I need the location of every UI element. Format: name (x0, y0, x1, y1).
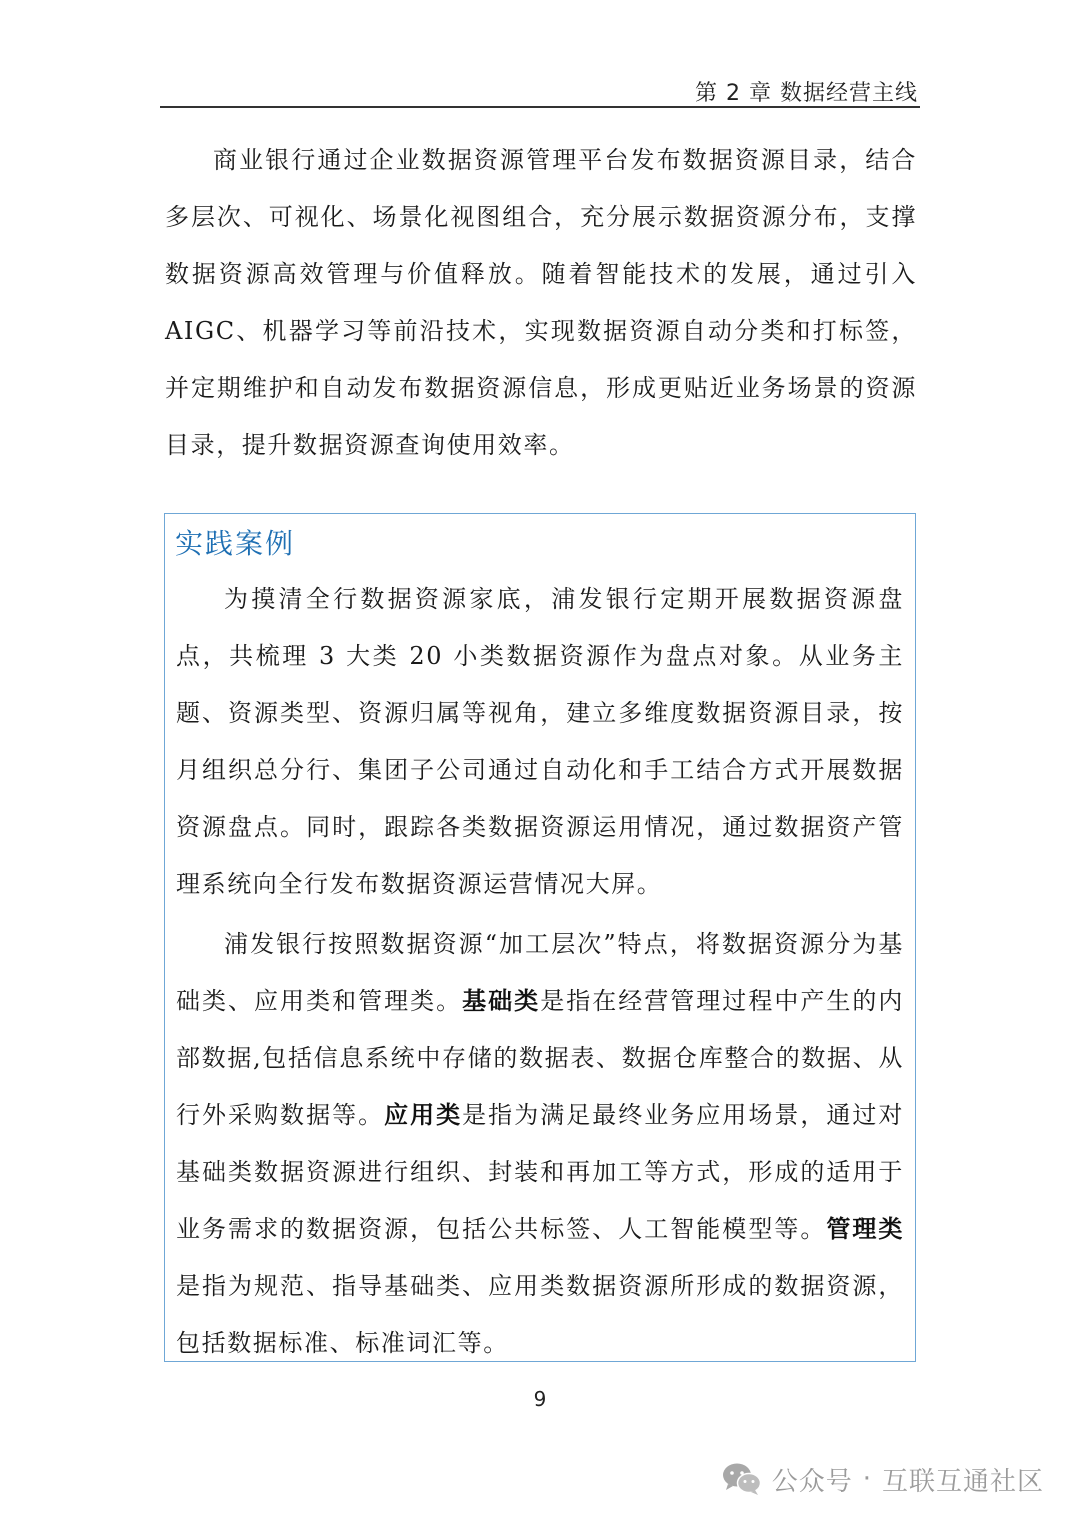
term-application-desc: 是指为满足最终业务应用场景，通过对基础类数据资源进行组织、封装和再加工等方式，形成的适用于业务需求的数据资源，包括公共标签、人工智能模型等。 (176, 1101, 904, 1243)
chapter-title: 第 2 章 数据经营主线 (695, 81, 918, 106)
practice-case-box (164, 513, 916, 1362)
page-number: 9 (533, 1387, 547, 1411)
case-box-title: 实践案例 (175, 527, 296, 560)
main-paragraph: 商业银行通过企业数据资源管理平台发布数据资源目录，结合多层次、可视化、场景化视图组合，充分展示数据资源分布，支撑数据资源高效管理与价值释放。随着智能技术的发展，通过引入 AIGC、机器学习等前沿技术，实现数据资源自动分类和打标签，并定期维护和自动发布数据资源信息，形成更贴近业务场景的资源目录，提升数据资源查询使用效率。 (165, 146, 917, 459)
watermark-separator: · (862, 1464, 872, 1494)
case-paragraph-1: 为摸清全行数据资源家底，浦发银行定期开展数据资源盘点，共梳理 3 大类 20 小类数据资源作为盘点对象。从业务主题、资源类型、资源归属等视角，建立多维度数据资源目录，按月组织总分行、集团子公司通过自动化和手工结合方式开展数据资源盘点。同时，跟踪各类数据资源运用情况，通过数据资产管理系统向全行发布数据资源运营情况大屏。 (176, 585, 904, 898)
term-basic: 基础类 (462, 987, 541, 1015)
main-content (165, 132, 917, 474)
watermark-account: 互联互通社区 (881, 1466, 1044, 1497)
watermark (722, 1457, 1044, 1501)
case-paragraph-2-intro: 浦发银行按照数据资源“加工层次”特点，将数据资源分为基础类、应用类和管理类。 (176, 930, 904, 1015)
watermark-label: 公众号 (771, 1466, 853, 1497)
term-management: 管理类 (826, 1215, 904, 1243)
term-application: 应用类 (384, 1101, 463, 1129)
wechat-icon (722, 1462, 762, 1496)
term-management-desc: 是指为规范、指导基础类、应用类数据资源所形成的数据资源，包括数据标准、标准词汇等。 (176, 1272, 904, 1357)
page-header (160, 70, 920, 108)
term-basic-desc: 是指在经营管理过程中产生的内部数据,包括信息系统中存储的数据表、数据仓库整合的数据、从行外采购数据等。 (176, 987, 904, 1129)
case-paragraph-2 (176, 916, 904, 1372)
case-box-content (176, 571, 904, 1372)
